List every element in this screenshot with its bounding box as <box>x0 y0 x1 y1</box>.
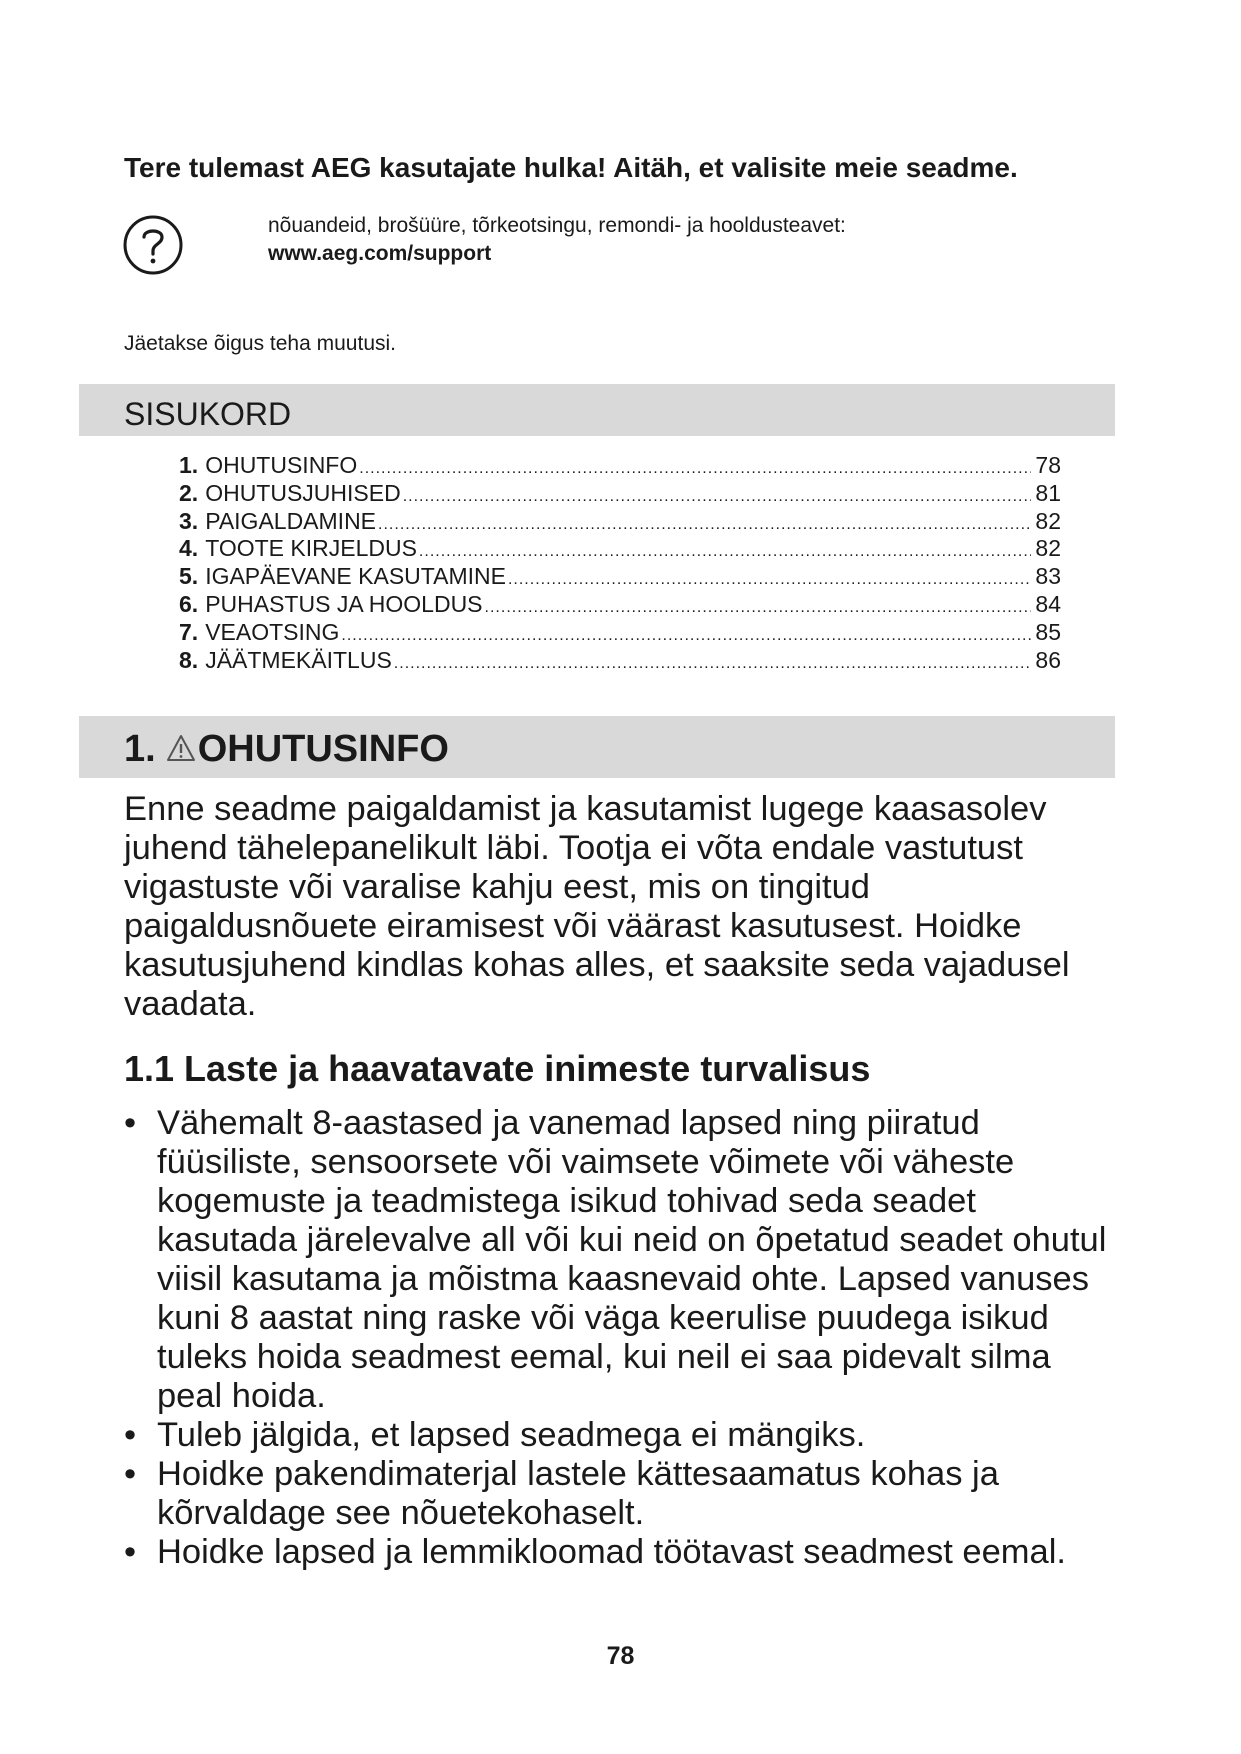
toc-item-number: 2. <box>179 479 199 506</box>
toc-item-2[interactable] <box>179 480 1061 508</box>
list-item-text: Hoidke lapsed ja lemmikloomad töötavast seadmest eemal. <box>157 1533 1066 1571</box>
safety-bullet-list <box>124 1104 1124 1572</box>
toc-item-page: 82 <box>1035 507 1061 534</box>
toc-item-page: 84 <box>1035 590 1061 617</box>
bullet-marker: • <box>124 1104 137 1142</box>
toc-item-number: 1. <box>179 452 199 478</box>
toc-item-label: JÄÄTMEKÄITLUS <box>205 646 392 673</box>
toc-item-4[interactable] <box>179 535 1061 563</box>
toc-leader-dots <box>378 511 1031 539</box>
toc-item-label: PAIGALDAMINE <box>205 507 377 534</box>
subsection-title: 1.1 Laste ja haavatavate inimeste turvalisus <box>124 1048 871 1089</box>
toc-item-page: 82 <box>1035 535 1061 562</box>
toc-leader-dots <box>394 650 1031 678</box>
question-circle-icon <box>122 214 184 276</box>
toc-item-number: 6. <box>179 590 199 617</box>
support-description: nõuandeid, brošüüre, tõrkeotsingu, remondi- ja hooldusteavet: <box>268 214 846 237</box>
toc-item-number: 4. <box>179 535 199 562</box>
toc-leader-dots <box>508 566 1031 594</box>
toc-item-7[interactable] <box>179 619 1061 647</box>
toc-item-label: OHUTUSINFO <box>205 452 358 478</box>
welcome-heading: Tere tulemast AEG kasutajate hulka! Aitäh, et valisite meie seadme. <box>124 152 1018 183</box>
section-title <box>124 728 449 771</box>
toc-item-number: 3. <box>179 507 199 534</box>
warning-triangle-icon <box>166 734 196 762</box>
toc-item-3[interactable] <box>179 508 1061 536</box>
bullet-marker: • <box>124 1455 137 1493</box>
toc-leader-dots <box>403 483 1031 511</box>
list-item <box>124 1416 1124 1455</box>
rights-notice: Jäetakse õigus teha muutusi. <box>124 332 396 355</box>
support-url-link[interactable]: www.aeg.com/support <box>268 242 492 265</box>
bullet-marker: • <box>124 1533 137 1571</box>
toc-item-6[interactable] <box>179 591 1061 619</box>
toc-item-label: TOOTE KIRJELDUS <box>205 535 417 562</box>
intro-paragraph: Enne seadme paigaldamist ja kasutamist lugege kaasasolev juhend tähelepanelikult läbi. Tootja ei võta endale vastutust vigastuste või varalise kahju eest, mis on tingitud paigaldusnõuete eiramisest või väärast kasutusest. Hoidke kasutusjuhend kindlas kohas alles, et saaksite seda vajadusel vaadata. <box>124 790 1070 1023</box>
list-item-text: Vähemalt 8-aastased ja vanemad lapsed ning piiratud füüsiliste, sensoorsete või vaimsete võimete või väheste kogemuste ja teadmistega isikud tohivad seda seadet kasutada järelevalve all või kui neid on õpetatud seadet ohutul viisil kasutama ja mõistma kaasnevaid ohte. Lapsed vanuses kuni 8 aastat ning raske või väga keerulise puudega isikud tuleks hoida seadmest eemal, kui neil ei saa pidevalt silma peal hoida. <box>157 1104 1107 1415</box>
bullet-marker: • <box>124 1416 137 1454</box>
toc-title: SISUKORD <box>124 396 292 432</box>
toc-leader-dots <box>419 538 1031 566</box>
toc-item-label: VEAOTSING <box>205 618 340 645</box>
toc-item-page: 78 <box>1035 452 1061 478</box>
toc-leader-dots <box>341 622 1031 650</box>
toc-item-number: 7. <box>179 618 199 645</box>
list-item-text: Tuleb jälgida, et lapsed seadmega ei mängiks. <box>157 1416 866 1454</box>
toc-item-label: IGAPÄEVANE KASUTAMINE <box>205 563 506 590</box>
toc-item-page: 81 <box>1035 479 1061 506</box>
toc-item-number: 5. <box>179 563 199 590</box>
toc-item-page: 86 <box>1035 646 1061 673</box>
toc-item-5[interactable] <box>179 563 1061 591</box>
toc-item-page: 85 <box>1035 618 1061 645</box>
list-item-text: Hoidke pakendimaterjal lastele kättesaamatus kohas ja kõrvaldage see nõuetekohaselt. <box>157 1455 999 1532</box>
toc-item-number: 8. <box>179 646 199 673</box>
list-item <box>124 1455 1124 1533</box>
list-item <box>124 1533 1124 1572</box>
section-number: 1. <box>124 728 156 770</box>
toc-leader-dots <box>359 455 1031 483</box>
support-info <box>268 212 846 268</box>
table-of-contents <box>179 452 1061 674</box>
toc-item-label: PUHASTUS JA HOOLDUS <box>205 590 483 617</box>
page-number: 78 <box>606 1642 635 1670</box>
toc-item-label: OHUTUSJUHISED <box>205 479 401 506</box>
list-item <box>124 1104 1124 1416</box>
toc-item-8[interactable] <box>179 647 1061 675</box>
toc-item-page: 83 <box>1035 563 1061 590</box>
toc-leader-dots <box>485 594 1031 622</box>
toc-item-1[interactable] <box>179 452 1061 480</box>
section-title-text: OHUTUSINFO <box>197 728 449 770</box>
